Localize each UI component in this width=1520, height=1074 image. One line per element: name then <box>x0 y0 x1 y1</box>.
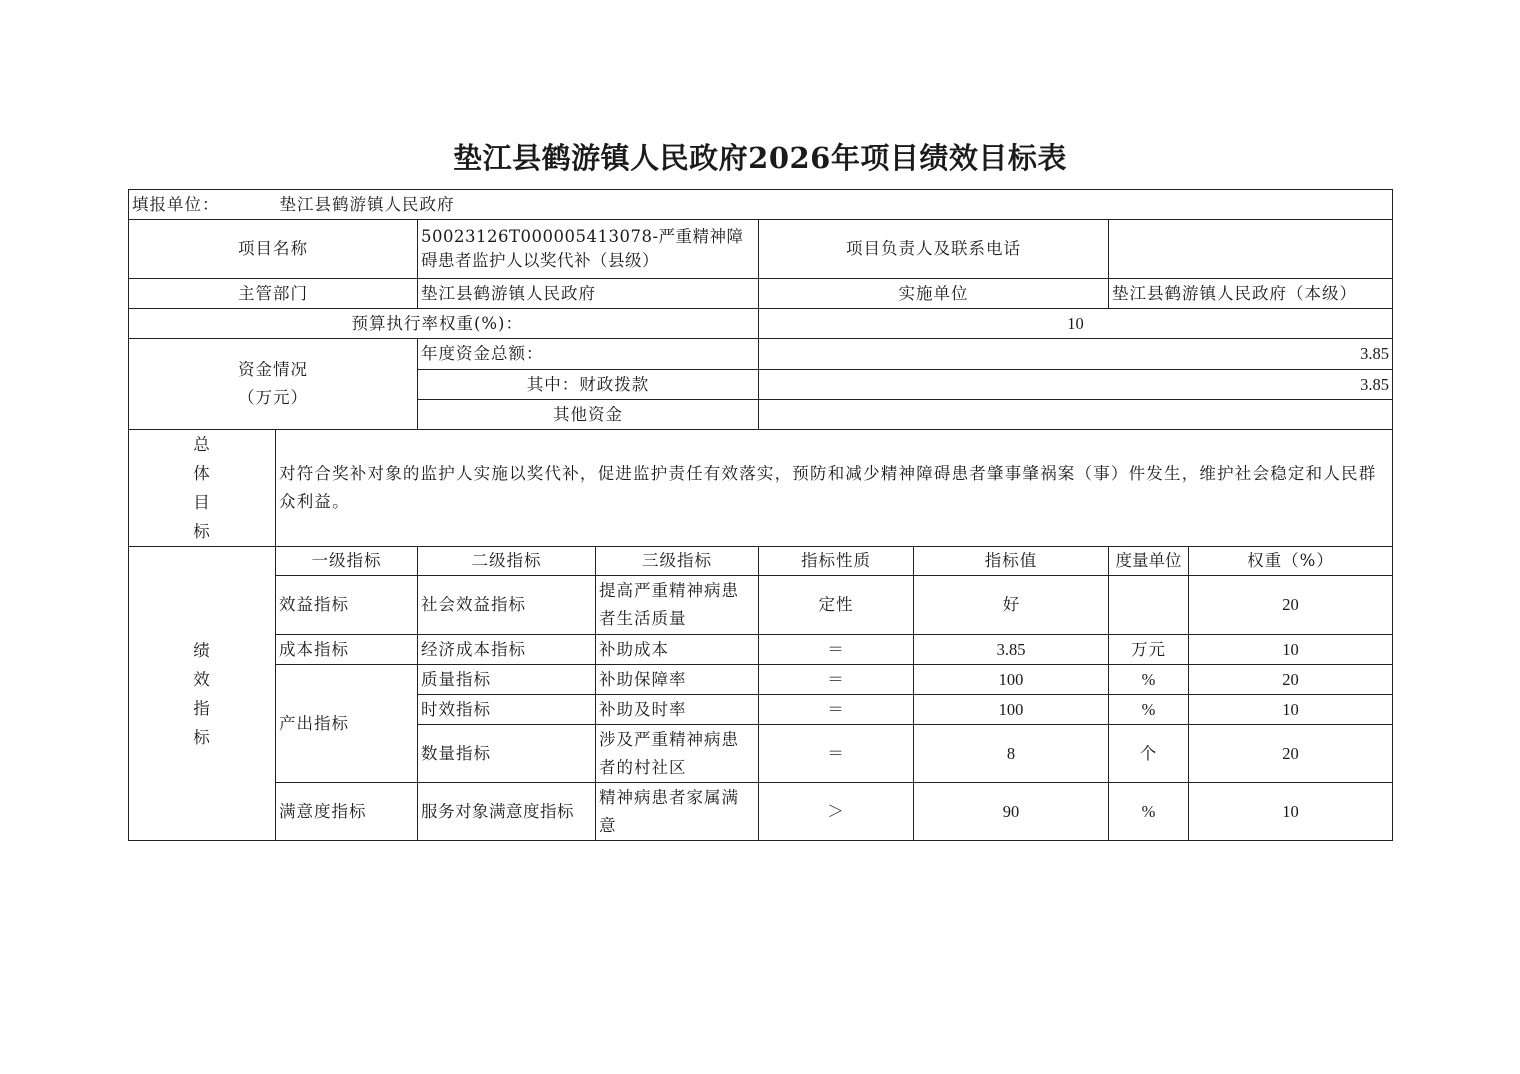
level3-cell: 补助成本 <box>596 635 759 665</box>
indicator-label-char: 绩 <box>193 640 211 660</box>
project-leader-value <box>1109 220 1393 279</box>
indicator-header-row <box>129 547 1393 576</box>
header-weight: 权重（%） <box>1189 547 1393 576</box>
level2-cell: 社会效益指标 <box>418 576 596 635</box>
project-leader-label: 项目负责人及联系电话 <box>759 220 1109 279</box>
level3-cell: 精神病患者家属满意 <box>596 783 759 841</box>
unit-cell: % <box>1109 783 1189 841</box>
unit-cell <box>1109 576 1189 635</box>
dept-label: 主管部门 <box>129 279 418 309</box>
funds-fiscal-label: 其中：财政拨款 <box>418 370 759 400</box>
weight-cell: 20 <box>1189 665 1393 695</box>
value-cell: 好 <box>914 576 1109 635</box>
goal-row <box>129 430 1393 547</box>
nature-cell: ＝ <box>759 725 914 783</box>
goal-label-char: 目 <box>193 493 211 512</box>
indicator-label-char: 效 <box>193 669 211 689</box>
weight-cell: 20 <box>1189 725 1393 783</box>
value-cell: 90 <box>914 783 1109 841</box>
value-cell: 8 <box>914 725 1109 783</box>
level3-cell: 涉及严重精神病患者的村社区 <box>596 725 759 783</box>
header-unit: 度量单位 <box>1109 547 1189 576</box>
value-cell: 100 <box>914 695 1109 725</box>
indicator-label-char: 标 <box>193 727 211 747</box>
budget-weight-label: 预算执行率权重(%)： <box>129 309 759 339</box>
fill-unit-value: 垫江县鹤游镇人民政府 <box>279 194 455 214</box>
fill-unit-label: 填报单位： <box>132 194 220 214</box>
project-name-value: 50023126T000005413078-严重精神障碍患者监护人以奖代补（县级） <box>418 220 759 279</box>
level1-cell: 产出指标 <box>276 665 418 783</box>
header-value: 指标值 <box>914 547 1109 576</box>
level2-cell: 时效指标 <box>418 695 596 725</box>
level3-cell: 补助及时率 <box>596 695 759 725</box>
level2-cell: 服务对象满意度指标 <box>418 783 596 841</box>
nature-cell: 定性 <box>759 576 914 635</box>
nature-cell: ＝ <box>759 635 914 665</box>
impl-value: 垫江县鹤游镇人民政府（本级） <box>1109 279 1393 309</box>
goal-label-char: 总 <box>193 435 211 454</box>
nature-cell: ＝ <box>759 665 914 695</box>
funds-other-value <box>759 400 1393 430</box>
funds-label-line2: （万元） <box>238 388 308 407</box>
level1-cell: 效益指标 <box>276 576 418 635</box>
fill-unit-row <box>129 190 1393 220</box>
header-level2: 二级指标 <box>418 547 596 576</box>
table-row <box>129 576 1393 635</box>
indicator-label-char: 指 <box>193 698 211 718</box>
header-level1: 一级指标 <box>276 547 418 576</box>
funds-other-label: 其他资金 <box>418 400 759 430</box>
unit-cell: % <box>1109 695 1189 725</box>
funds-label-line1: 资金情况 <box>238 360 308 379</box>
unit-cell: 万元 <box>1109 635 1189 665</box>
goal-label-char: 标 <box>193 522 211 541</box>
performance-table <box>128 189 1393 841</box>
level2-cell: 质量指标 <box>418 665 596 695</box>
value-cell: 3.85 <box>914 635 1109 665</box>
table-row <box>129 783 1393 841</box>
level3-cell: 补助保障率 <box>596 665 759 695</box>
value-cell: 100 <box>914 665 1109 695</box>
goal-label <box>129 430 276 547</box>
page-title: 垫江县鹤游镇人民政府2026年项目绩效目标表 <box>453 141 1067 175</box>
level2-cell: 经济成本指标 <box>418 635 596 665</box>
budget-weight-value: 10 <box>759 309 1393 339</box>
level3-cell: 提高严重精神病患者生活质量 <box>596 576 759 635</box>
header-level3: 三级指标 <box>596 547 759 576</box>
level2-cell: 数量指标 <box>418 725 596 783</box>
nature-cell: ＝ <box>759 695 914 725</box>
nature-cell: ＞ <box>759 783 914 841</box>
weight-cell: 10 <box>1189 695 1393 725</box>
level1-cell: 满意度指标 <box>276 783 418 841</box>
indicator-label <box>129 547 276 841</box>
unit-cell: % <box>1109 665 1189 695</box>
dept-row <box>129 279 1393 309</box>
weight-cell: 10 <box>1189 783 1393 841</box>
goal-label-char: 体 <box>193 464 211 483</box>
weight-cell: 20 <box>1189 576 1393 635</box>
weight-cell: 10 <box>1189 635 1393 665</box>
dept-value: 垫江县鹤游镇人民政府 <box>418 279 759 309</box>
goal-text: 对符合奖补对象的监护人实施以奖代补，促进监护责任有效落实，预防和减少精神障碍患者肇事肇祸案（事）件发生，维护社会稳定和人民群众利益。 <box>276 430 1393 547</box>
level1-cell: 成本指标 <box>276 635 418 665</box>
unit-cell: 个 <box>1109 725 1189 783</box>
project-name-label: 项目名称 <box>129 220 418 279</box>
fill-unit-cell <box>129 190 1393 220</box>
funds-total-value: 3.85 <box>759 339 1393 370</box>
project-name-row <box>129 220 1393 279</box>
impl-label: 实施单位 <box>759 279 1109 309</box>
funds-label <box>129 339 418 430</box>
table-row <box>129 635 1393 665</box>
header-nature: 指标性质 <box>759 547 914 576</box>
funds-fiscal-value: 3.85 <box>759 370 1393 400</box>
funds-total-row <box>129 339 1393 370</box>
budget-weight-row <box>129 309 1393 339</box>
funds-total-label: 年度资金总额： <box>418 339 759 370</box>
table-row <box>129 665 1393 695</box>
